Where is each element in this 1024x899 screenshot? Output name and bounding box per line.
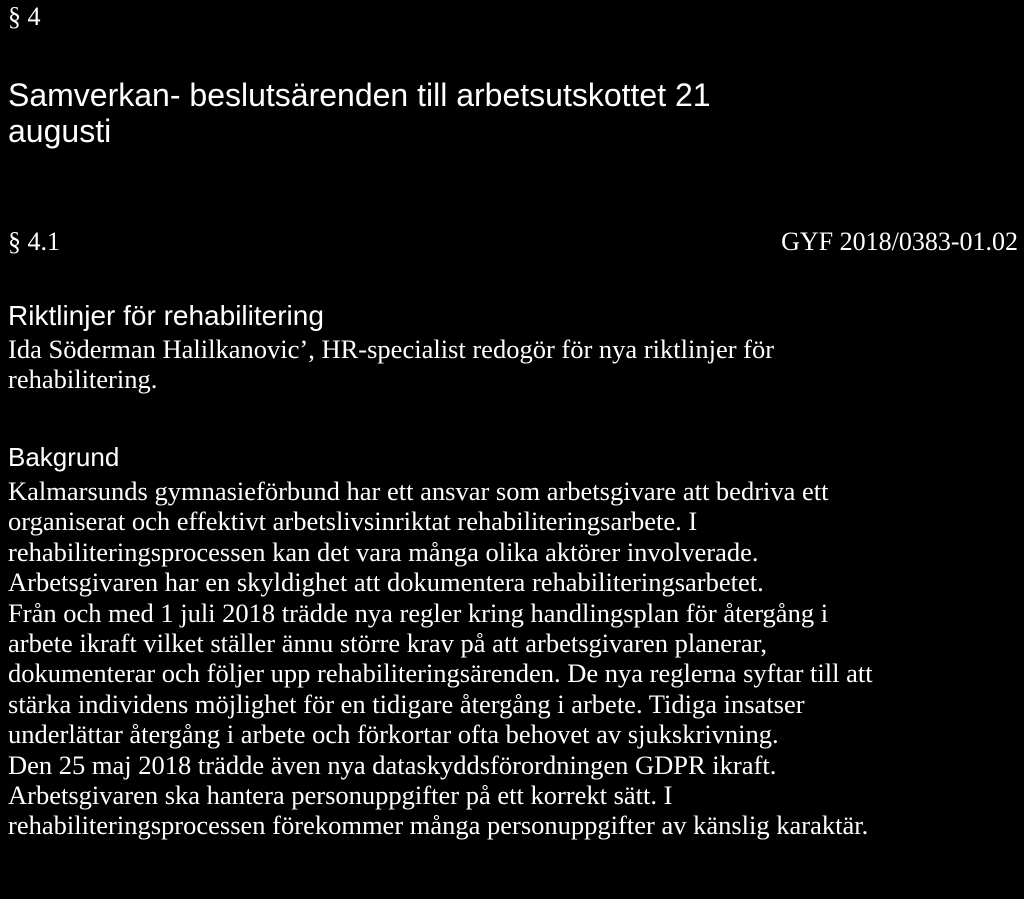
section-number: § 4 xyxy=(8,2,41,31)
background-line: rehabiliteringsprocessen kan det vara många olika aktörer involverade. xyxy=(8,536,759,567)
background-line: Kalmarsunds gymnasieförbund har ett ansvar som arbetsgivare att bedriva ett xyxy=(8,476,829,506)
case-number: GYF 2018/0383-01.02 xyxy=(781,227,1018,256)
background-line: arbete ikraft vilket ställer ännu större krav på att arbetsgivaren planerar, xyxy=(8,628,767,659)
background-heading: Bakgrund xyxy=(8,442,120,472)
page-title-line-2: augusti xyxy=(8,113,112,149)
background-line: Från och med 1 juli 2018 trädde nya regler kring handlingsplan för återgång i xyxy=(8,597,829,628)
background-line: dokumenterar och följer upp rehabiliteringsärenden. De nya reglerna syftar till att xyxy=(8,658,873,689)
subsection-heading: Riktlinjer för rehabilitering xyxy=(8,300,324,331)
background-paragraph xyxy=(8,476,873,841)
page-title-line-1: Samverkan- beslutsärenden till arbetsutskottet 21 xyxy=(8,77,711,113)
background-line: stärka individens möjlighet för en tidigare återgång i arbete. Tidiga insatser xyxy=(8,688,805,719)
background-line: Den 25 maj 2018 trädde även nya dataskyddsförordningen GDPR ikraft. xyxy=(8,749,777,780)
background-line: rehabiliteringsprocessen förekommer många personuppgifter av känslig karaktär. xyxy=(8,810,869,841)
subsection-number: § 4.1 xyxy=(8,227,60,256)
background-line: Arbetsgivaren ska hantera personuppgifter på ett korrekt sätt. I xyxy=(8,780,673,811)
background-line: organiserat och effektivt arbetslivsinriktat rehabiliteringsarbete. I xyxy=(8,506,698,537)
background-line: Arbetsgivaren har en skyldighet att dokumentera rehabiliteringsarbetet. xyxy=(8,567,764,598)
intro-paragraph xyxy=(8,334,774,394)
intro-line: Ida Söderman Halilkanovic’, HR-specialist redogör för nya riktlinjer för xyxy=(8,334,775,364)
intro-line: rehabilitering. xyxy=(8,364,158,394)
background-line: underlättar återgång i arbete och förkortar ofta behovet av sjukskrivning. xyxy=(8,719,779,750)
